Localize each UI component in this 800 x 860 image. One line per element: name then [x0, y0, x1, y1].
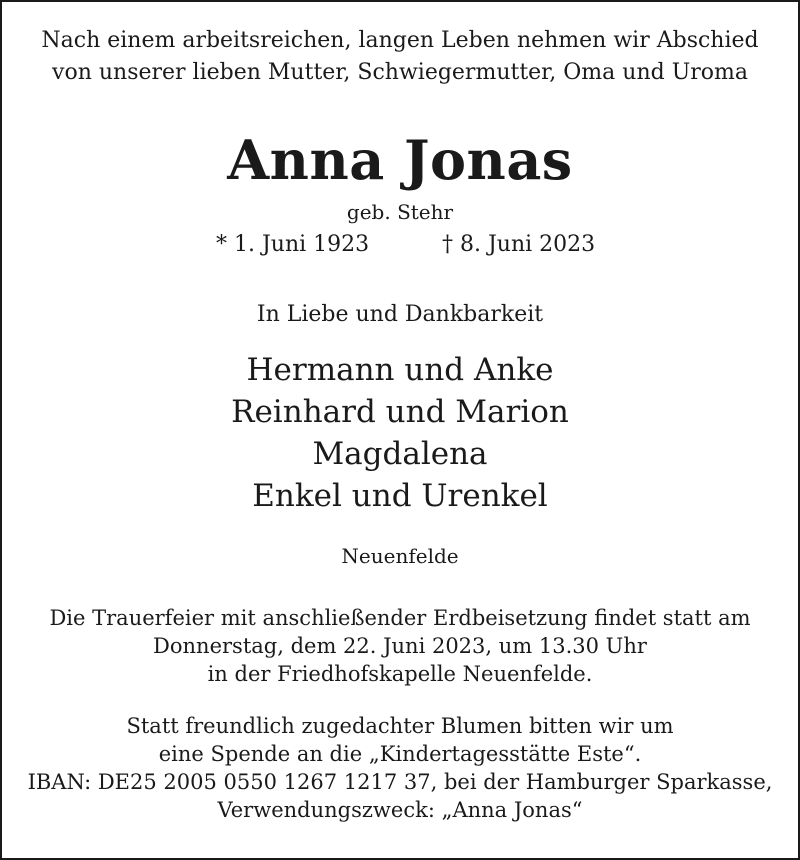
- deceased-name: Anna Jonas: [227, 128, 573, 192]
- birth-date: * 1. Juni 1923: [216, 232, 370, 257]
- donation-line-3: IBAN: DE25 2005 0550 1267 1217 37, bei der Hamburger Sparkasse,: [27, 770, 773, 794]
- donation-line-1: Statt freundlich zugedachter Blumen bitten wir um: [126, 714, 674, 738]
- funeral-line-1: Die Trauerfeier mit anschließender Erdbeisetzung findet statt am: [49, 606, 751, 630]
- death-date: † 8. Juni 2023: [442, 232, 596, 257]
- mourner-name: Reinhard und Marion: [231, 394, 569, 430]
- intro-line-2: von unserer lieben Mutter, Schwiegermutter, Oma und Uroma: [52, 60, 748, 85]
- maiden-name: geb. Stehr: [346, 200, 454, 224]
- donation-line-2: eine Spende an die „Kindertagesstätte Este“.: [158, 742, 642, 766]
- intro-line-1: Nach einem arbeitsreichen, langen Leben nehmen wir Abschied: [41, 28, 759, 53]
- mourner-name: Magdalena: [312, 436, 488, 472]
- donation-line-4: Verwendungszweck: „Anna Jonas“: [217, 798, 583, 822]
- mourner-name: Hermann und Anke: [246, 352, 554, 388]
- mourner-name: Enkel und Urenkel: [252, 478, 548, 514]
- mourners-heading: In Liebe und Dankbarkeit: [256, 302, 544, 327]
- mourners-place: Neuenfelde: [341, 544, 459, 568]
- funeral-line-2: Donnerstag, dem 22. Juni 2023, um 13.30 Uhr: [153, 634, 647, 658]
- funeral-line-3: in der Friedhofskapelle Neuenfelde.: [207, 662, 593, 686]
